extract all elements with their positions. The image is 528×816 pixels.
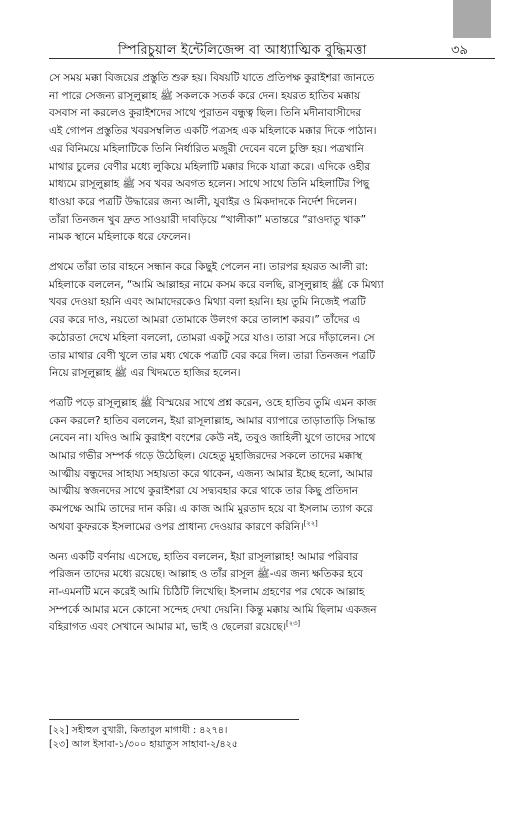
footnote-22: [২২] সহীহুল বুখারী, কিতাবুল মাগাযী : ৪২৭৪। bbox=[49, 725, 228, 736]
text-line: নিয়ে রাসূলুল্লাহ ﷺ এর খিদমতে হাজির হলেন। bbox=[49, 367, 241, 380]
text-line: কঠোরতা দেখে মহিলা বললো, তোমরা একটু সরে যাও। তারা সরে দাঁড়ালেন। সে bbox=[49, 331, 375, 344]
text-line: মহিলাকে বললেন, “আমি আল্লাহর নামে কসম করে বলছি, রাসূলুল্লাহ ﷺ কে মিথ্যা bbox=[49, 278, 384, 291]
text-line: না পারে সেজন্য রাসূলুল্লাহ ﷺ সকলকে সতর্ক করে দেন। হযরত হাতিব মক্কায় bbox=[49, 89, 361, 102]
text-line: বের করে দাও, নয়তো আমরা তোমাকে উলংগ করে তালাশ করব।” তাঁদের এ bbox=[49, 314, 361, 327]
text-line: সম্পর্কে আমার মনে কোনো সন্দেহ দেখা দেয়নি। কিন্তু মক্কায় আমি ছিলাম একজন bbox=[49, 603, 377, 616]
text-line: না-এমনটি মনে করেই আমি চিঠিটি লিখেছি। ইসলাম গ্রহণের পর থেকে আল্লাহ bbox=[49, 585, 365, 598]
header-divider bbox=[49, 58, 495, 59]
text-line: এর বিনিময়ে মহিলাটিকে তিনি নির্ধারিত মজুরী দেবেন বলে চুক্তি হয়। পত্রখানি bbox=[49, 142, 364, 155]
footnote-23: [২৩] আল ইসাবা-১/৩০০ হায়াতুস সাহাবা-২/৪২৫ bbox=[49, 739, 238, 750]
text-line bbox=[49, 619, 495, 637]
text-line: মাথার চুলের বেণীর মধ্যে লুকিয়ে মহিলাটি মক্কার দিকে যাত্রা করে। এদিকে ওহীর bbox=[49, 160, 371, 173]
text-line bbox=[49, 519, 495, 537]
text-line: তার মাথার বেণী খুলে তার মধ্য থেকে পত্রটি বের করে দিল। তারা তিনজন পত্রটি bbox=[49, 349, 375, 362]
text-line: এই গোপন প্রস্তুতির খবরসম্বলিত একটি পত্রসহ এক মহিলাকে মক্কার দিকে পাঠান। bbox=[49, 125, 377, 138]
page-number: ৩৯ bbox=[451, 43, 468, 58]
running-title: স্পিরিচুয়াল ইন্টেলিজেন্স বা আধ্যাত্মিক বুদ্ধিমত্তা bbox=[118, 43, 367, 58]
paragraph-1 bbox=[49, 70, 495, 247]
text-line-content: অথবা কুফরকে ইসলামের ওপর প্রাধান্য দেওয়ার কারণে করিনি। bbox=[49, 520, 304, 533]
text-line: আমার গভীর সম্পর্ক গড়ে উঠেছিল। যেহেতু মুহাজিরদের সকলে তাদের মক্কাস্থ bbox=[49, 450, 363, 463]
text-line: অন্য একটি বর্ণনায় এসেছে, হাতিব বললেন, ইয়া রাসূলাল্লাহ! আমার পরিবার bbox=[49, 550, 358, 563]
paragraph-2 bbox=[49, 259, 495, 383]
footnotes bbox=[49, 724, 495, 752]
text-line: সে সময় মক্কা বিজয়ের প্রস্তুতি শুরু হয়। বিষয়টি যাতে প্রতিপক্ষ কুরাইশরা জানতে bbox=[49, 72, 375, 84]
text-line: আত্মীয় বন্ধুদের সাহায্য সহায়তা করে থাকেন, এজন্য আমার ইচ্ছে হলো, আমার bbox=[49, 467, 373, 480]
footnote-divider bbox=[49, 719, 299, 720]
text-line: পত্রটি পড়ে রাসূলুল্লাহ ﷺ বিস্ময়ের সাথে প্রশ্ন করেন, ওহে হাতিব তুমি এমন কাজ bbox=[49, 396, 377, 409]
text-line-content: বহিরাগত এবং সেখানে আমার মা, ভাই ও ছেলেরা রয়েছে। bbox=[49, 621, 286, 634]
text-line: কেন করলে? হাতিব বললেন, ইয়া রাসূলাল্লাহ, আমার ব্যাপারে তাড়াতাড়ি সিদ্ধান্ত bbox=[49, 414, 376, 427]
body-text bbox=[49, 70, 495, 649]
text-line: কমপক্ষে আমি তাদের দান করি। এ কাজ আমি মুরতাদ হয়ে বা ইসলাম ত্যাগ করে bbox=[49, 503, 373, 516]
text-line: মাধ্যমে রাসূলুল্লাহ ﷺ সব খবর অবগত হলেন। সাথে সাথে তিনি মহিলাটির পিছু bbox=[49, 178, 370, 191]
text-line: নেবেন না। যদিও আমি কুরাইশ বংশের কেউ নই, তবুও জাহিলী যুগে তাদের সাথে bbox=[49, 432, 376, 445]
paragraph-4 bbox=[49, 549, 495, 638]
text-line: আত্মীয় স্বজনদের সাথে কুরাইশরা যে সদ্ব্যবহার করে থাকে তার কিছু প্রতিদান bbox=[49, 485, 358, 498]
footnote-ref-23[interactable]: [২৩] bbox=[286, 619, 300, 628]
paragraph-3 bbox=[49, 395, 495, 537]
text-line: তাঁরা তিনজন খুব দ্রুত সাওয়ারী দাবড়িয়ে “খালীকা” মতান্তরে “রাওদাতু খাক” bbox=[49, 213, 366, 226]
footnote-ref-22[interactable]: [২২] bbox=[303, 519, 318, 528]
text-line: প্রথমে তাঁরা তার বাহনে সন্ধান করে কিছুই পেলেন না। তারপর হযরত আলী রা: bbox=[49, 261, 369, 274]
text-line: নামক স্থানে মহিলাকে ধরে ফেলেন। bbox=[49, 231, 191, 244]
text-line: বসবাস না করলেও কুরাইশদের সাথে পুরাতন বন্ধুত্ব ছিল। তিনি মদীনাবাসীদের bbox=[49, 107, 362, 120]
text-line: পরিজন তাদের মধ্যে রয়েছে। আল্লাহ ও তাঁর রাসূল ﷺ-এর জন্য ক্ষতিকর হবে bbox=[49, 568, 363, 581]
text-line: ধাওয়া করে পত্রটি উদ্ধারের জন্য আলী, যুবাইর ও মিকদাদকে নির্দেশ দিলেন। bbox=[49, 195, 357, 208]
text-line: খবর দেওয়া হয়নি এবং আমাদেরকেও মিথ্যা বলা হয়নি। হয় তুমি নিজেই পত্রটি bbox=[49, 296, 366, 309]
page-edge-tab bbox=[453, 0, 491, 38]
